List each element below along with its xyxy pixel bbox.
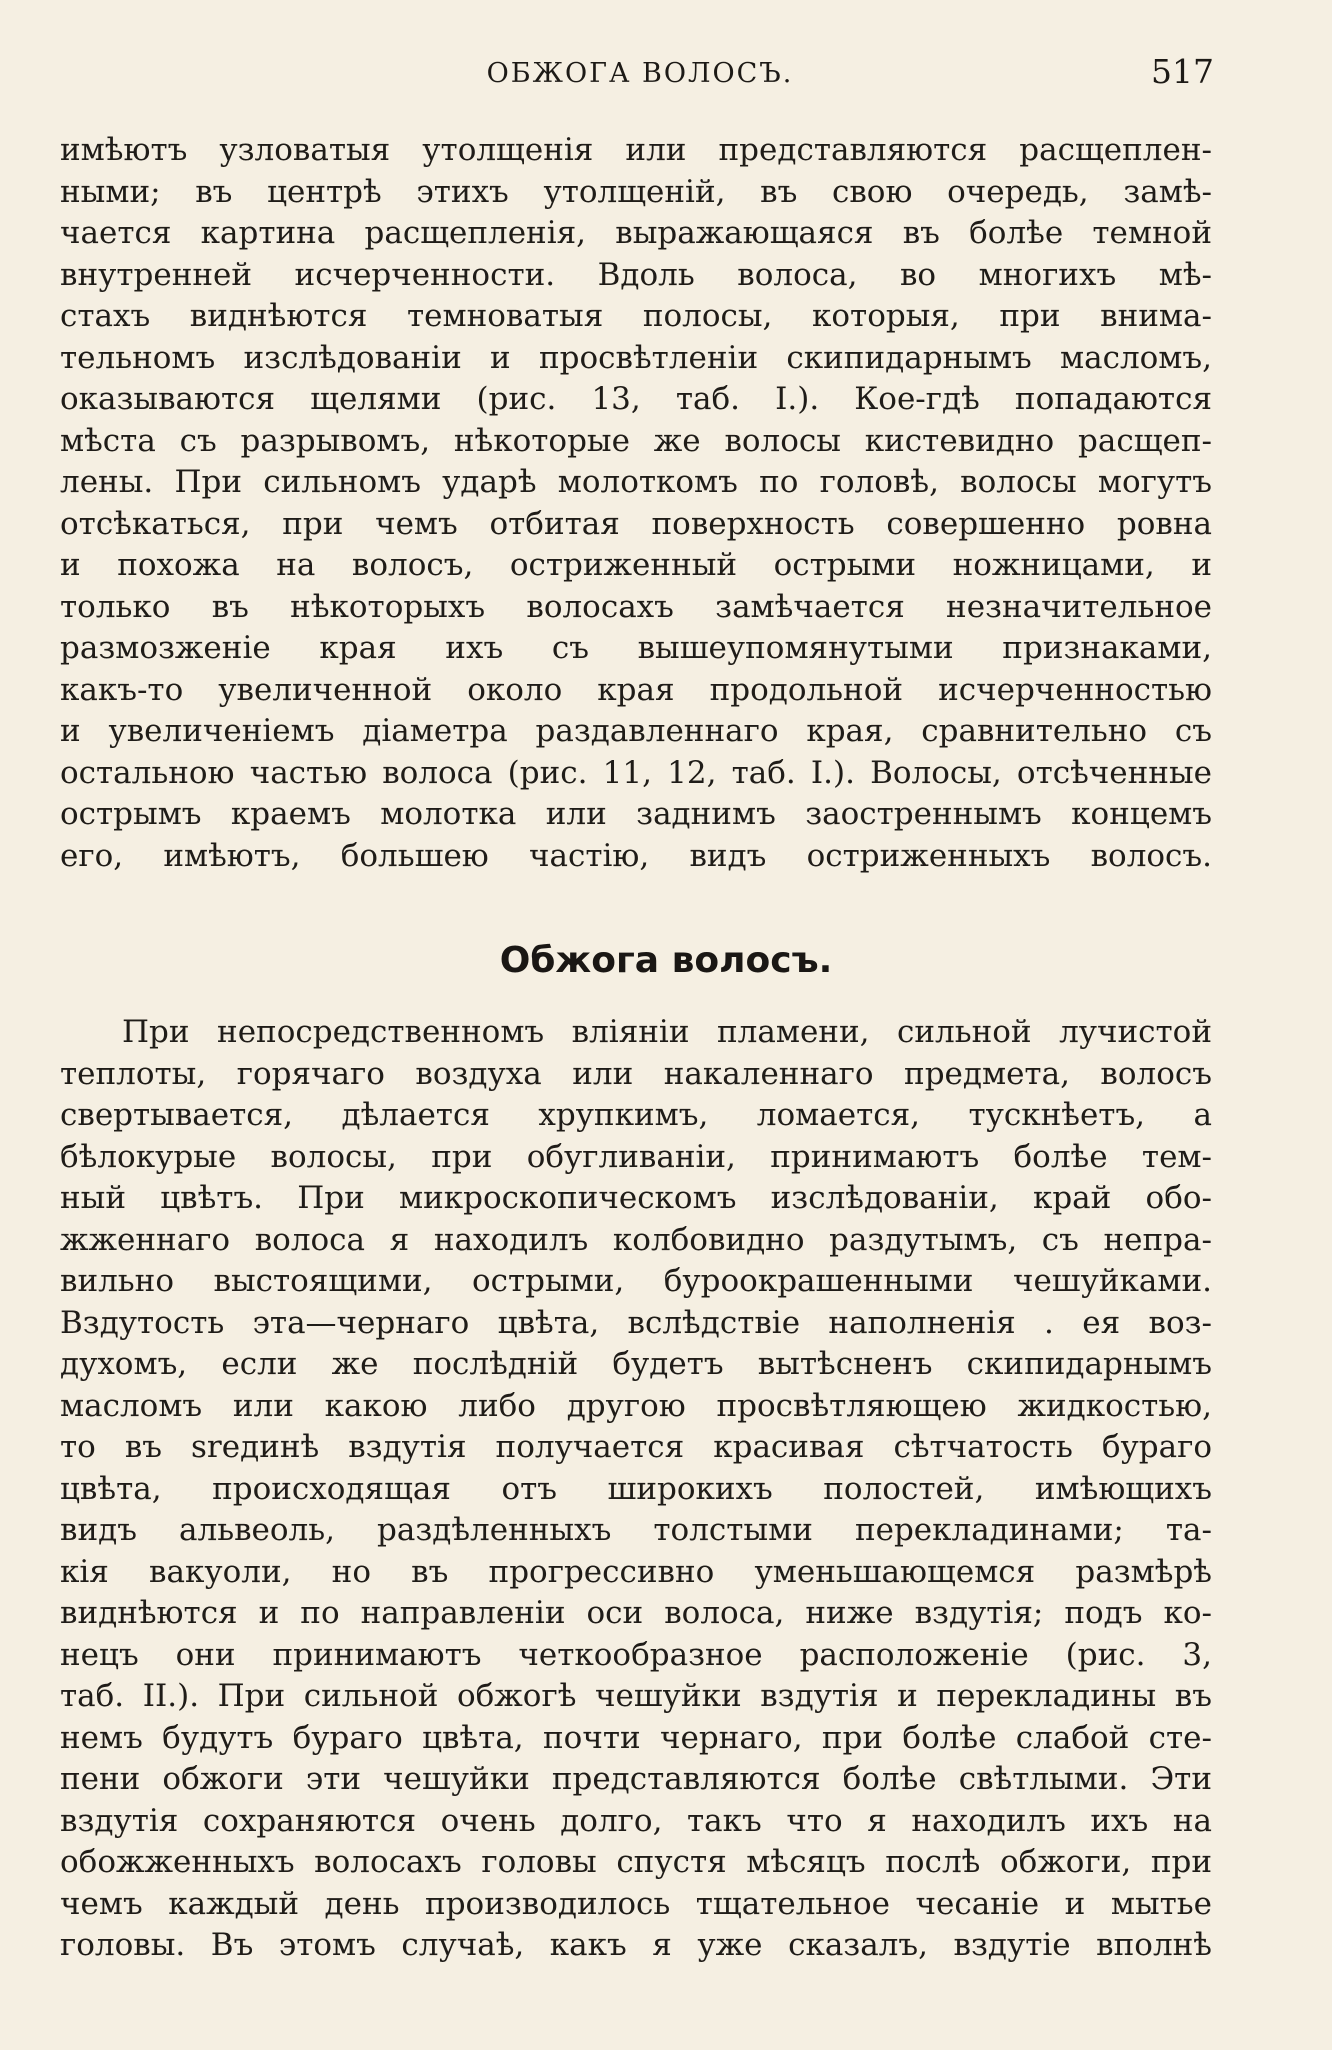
- text-line: теплоты, горячаго воздуха или накаленнаго предмета, волосъ: [60, 1055, 1212, 1092]
- text-line: вильно выстоящими, острыми, буроокрашенными чешуйками.: [60, 1263, 1212, 1299]
- text-line: ный цвѣтъ. При микроскопическомъ изслѣдованіи, край обо-: [60, 1180, 1212, 1216]
- text-line: цвѣта, происходящая отъ широкихъ полостей, имѣющихъ: [60, 1470, 1212, 1507]
- text-line: мѣста съ разрывомъ, нѣкоторые же волосы кистевидно расщеп-: [60, 422, 1212, 459]
- text-line: масломъ или какою либо другою просвѣтляющею жидкостью,: [60, 1387, 1212, 1424]
- text-line: вздутія сохраняются очень долго, такъ что я находилъ ихъ на: [60, 1802, 1212, 1839]
- text-line: какъ-то увеличенной около края продольной исчерченностью: [60, 671, 1212, 708]
- text-line: жженнаго волоса я находилъ колбовидно раздутымъ, съ непра-: [60, 1221, 1212, 1258]
- text-line: стахъ виднѣются темноватыя полосы, которыя, при внима-: [60, 298, 1212, 334]
- text-line: чается картина расщепленія, выражающаяся въ болѣе темной: [60, 215, 1212, 251]
- running-title: ОБЖОГА ВОЛОСЪ.: [486, 58, 794, 89]
- text-line: При непосредственномъ вліяніи пламени, сильной лучистой: [122, 1014, 1212, 1050]
- text-line: немъ будутъ бураго цвѣта, почти чернаго, при болѣе слабой сте-: [60, 1719, 1212, 1756]
- section-heading: Обжога волосъ.: [499, 940, 833, 981]
- page-number: 517: [1151, 52, 1214, 91]
- text-line: нецъ они принимаютъ четкообразное расположеніе (рис. 3,: [60, 1636, 1212, 1673]
- text-line: видъ альвеоль, раздѣленныхъ толстыми перекладинами; та-: [60, 1512, 1212, 1548]
- text-line: таб. II.). При сильной обжогѣ чешуйки вздутія и перекладины въ: [60, 1678, 1212, 1714]
- text-line: виднѣются и по направленіи оси волоса, ниже вздутія; подъ ко-: [60, 1595, 1212, 1631]
- text-line: чемъ каждый день производилось тщательное чесаніе и мытье: [60, 1885, 1212, 1922]
- text-line: бѣлокурые волосы, при обугливаніи, принимаютъ болѣе тем-: [60, 1138, 1212, 1175]
- text-line: тельномъ изслѣдованіи и просвѣтленіи скипидарнымъ масломъ,: [60, 339, 1212, 376]
- paragraph-hair-breakage: [60, 130, 1212, 877]
- text-line: Вздутость эта—чернаго цвѣта, вслѣдствіе наполненія . ея воз-: [60, 1304, 1212, 1341]
- text-line: оказываются щелями (рис. 13, таб. I.). Кое-гдѣ попадаются: [60, 381, 1212, 417]
- text-line: ными; въ центрѣ этихъ утолщеній, въ свою очередь, замѣ-: [60, 173, 1212, 210]
- text-line: головы. Въ этомъ случаѣ, какъ я уже сказалъ, вздутіе вполнѣ: [60, 1927, 1212, 1963]
- text-line: острымъ краемъ молотка или заднимъ заостреннымъ концемъ: [60, 796, 1212, 832]
- text-line: кія вакуоли, но въ прогрессивно уменьшающемся размѣрѣ: [60, 1553, 1212, 1590]
- text-line: и увеличеніемъ діаметра раздавленнаго края, сравнительно съ: [60, 713, 1212, 749]
- text-line: размозженіе края ихъ съ вышеупомянутыми признаками,: [60, 630, 1212, 666]
- text-line: остальною частью волоса (рис. 11, 12, таб. I.). Волосы, отсѣченные: [60, 754, 1212, 791]
- text-line: свертывается, дѣлается хрупкимъ, ломается, тускнѣетъ, а: [60, 1097, 1212, 1133]
- page-header: [60, 44, 1220, 104]
- text-line: лены. При сильномъ ударѣ молоткомъ по головѣ, волосы могутъ: [60, 464, 1212, 500]
- text-line: то въ srединѣ вздутія получается красивая сѣтчатость бураго: [60, 1429, 1212, 1465]
- text-line: духомъ, если же послѣдній будетъ вытѣсненъ скипидарнымъ: [60, 1346, 1212, 1382]
- text-line: и похожа на волосъ, остриженный острыми ножницами, и: [60, 547, 1212, 583]
- text-line: внутренней исчерченности. Вдоль волоса, во многихъ мѣ-: [60, 256, 1212, 293]
- text-line: пени обжоги эти чешуйки представляются болѣе свѣтлыми. Эти: [60, 1761, 1212, 1797]
- paragraph-hair-burn: [60, 1012, 1212, 1967]
- text-line: имѣютъ узловатыя утолщенія или представляются расщеплен-: [60, 132, 1212, 168]
- text-line: его, имѣютъ, большею частію, видъ остриженныхъ волосъ.: [60, 837, 1212, 874]
- text-line: отсѣкаться, при чемъ отбитая поверхность совершенно ровна: [60, 505, 1212, 542]
- text-line: обожженныхъ волосахъ головы спустя мѣсяцъ послѣ обжоги, при: [60, 1844, 1212, 1880]
- text-line: только въ нѣкоторыхъ волосахъ замѣчается незначительное: [60, 588, 1212, 625]
